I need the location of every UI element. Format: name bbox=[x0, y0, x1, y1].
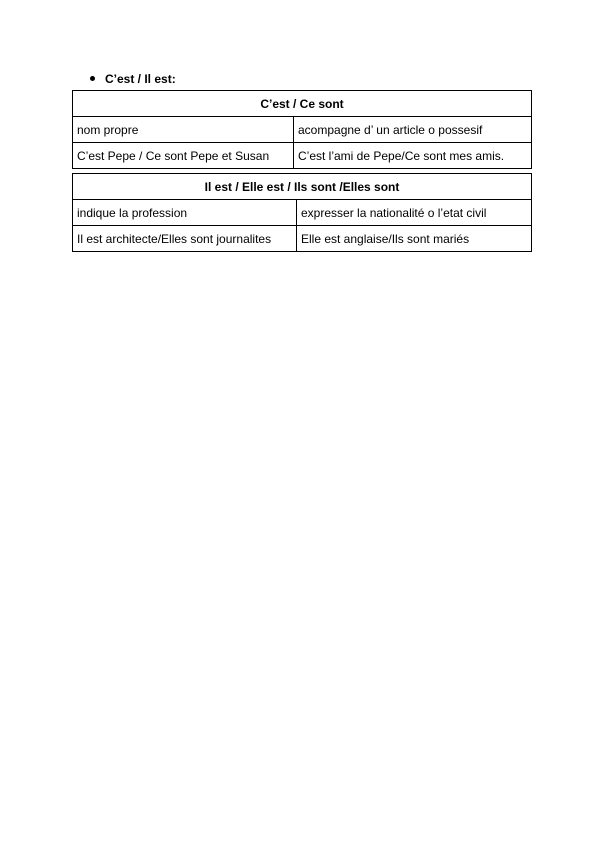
table-cell: indique la profession bbox=[73, 200, 297, 226]
table-cell: Elle est anglaise/Ils sont mariés bbox=[297, 226, 532, 252]
table-header-row bbox=[73, 174, 532, 200]
table-row bbox=[73, 143, 532, 169]
bullet-icon bbox=[90, 76, 95, 81]
table-cell: nom propre bbox=[73, 117, 294, 143]
bullet-heading-text: C’est / Il est: bbox=[105, 72, 176, 86]
table-cell: C’est Pepe / Ce sont Pepe et Susan bbox=[73, 143, 294, 169]
table-header-cell: Il est / Elle est / Ils sont /Elles sont bbox=[73, 174, 532, 200]
table-row bbox=[73, 117, 532, 143]
table-row bbox=[73, 200, 532, 226]
table-cell: C’est l’ami de Pepe/Ce sont mes amis. bbox=[294, 143, 532, 169]
table-header-row bbox=[73, 91, 532, 117]
table-row bbox=[73, 226, 532, 252]
cest-table bbox=[72, 90, 532, 169]
table-cell: expresser la nationalité o l’etat civil bbox=[297, 200, 532, 226]
table-cell: acompagne d’ un article o possesif bbox=[294, 117, 532, 143]
table-header-cell: C’est / Ce sont bbox=[73, 91, 532, 117]
table-cell: Il est architecte/Elles sont journalites bbox=[73, 226, 297, 252]
bullet-heading bbox=[90, 71, 176, 87]
il-est-table bbox=[72, 173, 532, 252]
